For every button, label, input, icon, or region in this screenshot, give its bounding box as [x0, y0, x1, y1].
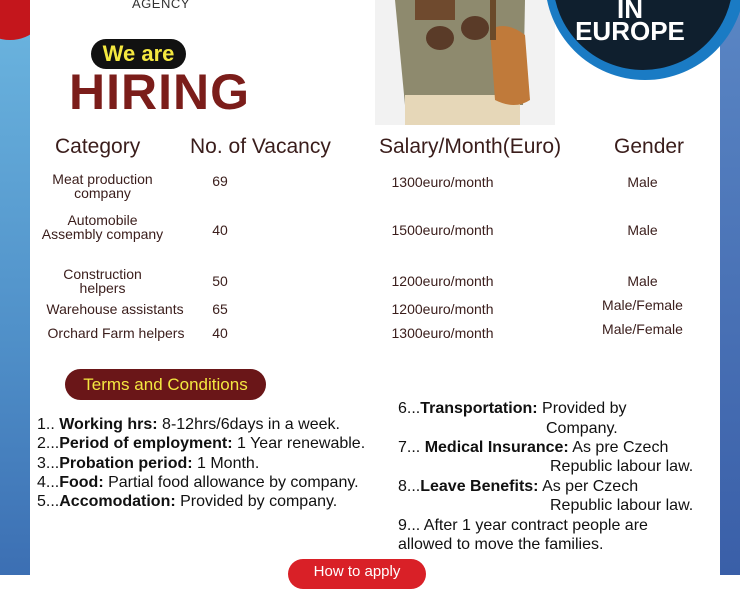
term-5-num: 5...: [37, 493, 60, 510]
how-to-apply-button[interactable]: How to apply: [288, 559, 426, 589]
term-7-label: Medical Insurance:: [424, 439, 569, 456]
row-2-salary: 1500euro/month: [391, 222, 494, 238]
row-3-salary: 1200euro/month: [391, 273, 494, 289]
row-1-category-line1: Meat production: [52, 171, 153, 187]
terms-heading: Terms and Conditions: [65, 369, 266, 400]
row-3-gender: Male: [627, 273, 658, 289]
term-4-label: Food:: [59, 474, 104, 491]
term-6-continued: Company.: [546, 420, 618, 437]
term-4-text: Partial food allowance by company.: [103, 474, 359, 491]
left-background-band: [0, 0, 32, 575]
term-4: [37, 474, 359, 492]
row-3-category-line2: helpers: [79, 280, 126, 296]
term-1-num: 1..: [37, 416, 60, 433]
term-3: [37, 455, 259, 473]
term-1-text: 8-12hrs/6days in a week.: [157, 416, 340, 433]
term-2: [37, 435, 365, 453]
row-2-gender: Male: [627, 222, 658, 238]
term-2-label: Period of employment:: [59, 435, 233, 452]
term-5-label: Accomodation:: [59, 493, 176, 510]
term-6: [398, 400, 627, 418]
we-are-badge: We are: [91, 39, 186, 69]
agency-label: AGENCY: [132, 0, 190, 11]
term-8-text: As per Czech: [538, 478, 639, 495]
term-8-label: Leave Benefits:: [420, 478, 539, 495]
row-2-category-line2: Assembly company: [41, 226, 164, 242]
term-5: [37, 493, 337, 511]
term-9: 9... After 1 year contract people are: [398, 517, 648, 534]
row-4-vacancy: 65: [212, 301, 228, 317]
row-1-category: [30, 172, 175, 200]
row-2-category: [30, 213, 175, 241]
row-1-gender: Male: [627, 174, 658, 190]
row-5-category: Orchard Farm helpers: [47, 325, 185, 341]
term-8-num: 8...: [398, 478, 421, 495]
term-1-label: Working hrs:: [59, 416, 158, 433]
hiring-heading: HIRING: [69, 64, 250, 120]
row-3-category-line1: Construction: [63, 266, 142, 282]
badge-line-2: EUROPE: [575, 16, 685, 46]
term-1: [37, 416, 340, 434]
term-6-text: Provided by: [537, 400, 627, 417]
header-category: Category: [55, 135, 141, 158]
header-vacancy: No. of Vacancy: [190, 135, 331, 158]
term-3-label: Probation period:: [59, 455, 193, 472]
row-1-vacancy: 69: [212, 173, 228, 189]
term-8: [398, 478, 638, 496]
term-3-num: 3...: [37, 455, 60, 472]
term-3-text: 1 Month.: [192, 455, 260, 472]
row-3-vacancy: 50: [212, 273, 228, 289]
row-3-category: [30, 267, 175, 295]
term-7-continued: Republic labour law.: [550, 458, 694, 475]
row-4-salary: 1200euro/month: [391, 301, 494, 317]
badge-line-1: IN: [617, 0, 643, 24]
row-5-vacancy: 40: [212, 325, 228, 341]
term-2-num: 2...: [37, 435, 60, 452]
row-2-category-line1: Automobile: [67, 212, 138, 228]
term-2-text: 1 Year renewable.: [232, 435, 366, 452]
header-salary: Salary/Month(Euro): [379, 135, 562, 158]
term-5-text: Provided by company.: [175, 493, 338, 510]
row-2-vacancy: 40: [212, 222, 228, 238]
term-6-num: 6...: [398, 400, 421, 417]
europe-badge-text: [560, 0, 700, 46]
row-4-category: Warehouse assistants: [46, 301, 184, 317]
term-7-num: 7...: [398, 439, 425, 456]
term-4-num: 4...: [37, 474, 60, 491]
term-8-continued: Republic labour law.: [550, 497, 694, 514]
term-7-text: As pre Czech: [568, 439, 669, 456]
header-gender: Gender: [614, 135, 685, 158]
term-7: [398, 439, 668, 457]
row-4-gender: Male/Female: [602, 297, 683, 313]
row-5-salary: 1300euro/month: [391, 325, 494, 341]
term-6-label: Transportation:: [420, 400, 538, 417]
worker-photo: [375, 0, 555, 125]
row-1-salary: 1300euro/month: [391, 174, 494, 190]
term-9-continued: allowed to move the families.: [398, 536, 604, 553]
row-1-category-line2: company: [74, 185, 131, 201]
row-5-gender: Male/Female: [602, 321, 683, 337]
